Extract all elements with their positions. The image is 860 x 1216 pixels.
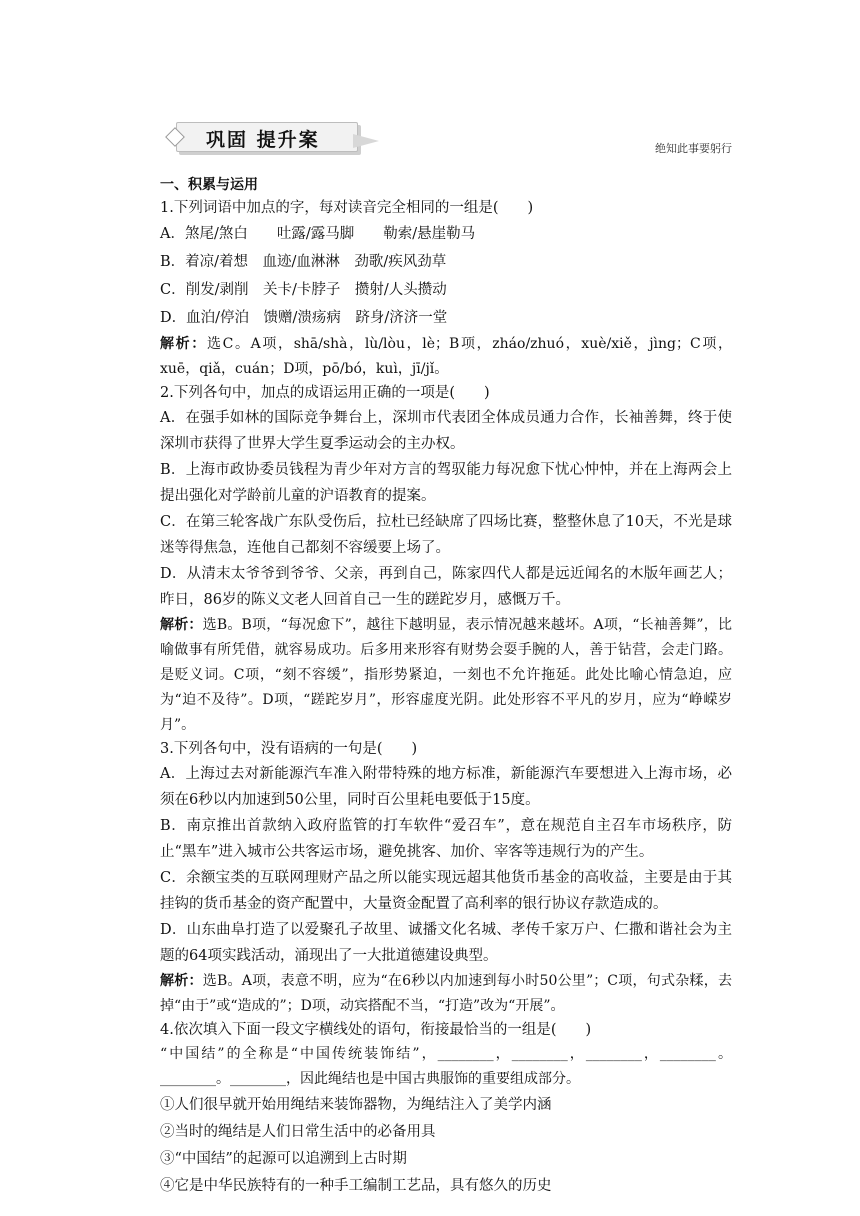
question-1 (160, 197, 732, 382)
list-item: ③“中国结”的起源可以追溯到上古时期 (160, 1151, 407, 1167)
explanation-label: 解析： (160, 973, 203, 989)
option-b: B．南京推出首款纳入政府监管的打车软件“爱召车”，意在规范自主召车市场秩序，防止“黑车”进入城市公共客运市场，避免挑客、加价、宰客等违规行为的产生。 (160, 818, 732, 860)
question-stem: 4.依次填入下面一段文字横线处的语句，衔接最恰当的一组是( ) (160, 1022, 592, 1038)
question-4 (160, 1019, 732, 1200)
option-c: C．在第三轮客战广东队受伤后，拉杜已经缺席了四场比赛，整整休息了10天，不光是球迷等得焦急，连他自己都刻不容缓要上场了。 (160, 514, 732, 556)
list-item: ①人们很早就开始用绳结来装饰器物，为绳结注入了美学内涵 (160, 1097, 552, 1113)
option-a: A．在强手如林的国际竞争舞台上，深圳市代表团全体成员通力合作，长袖善舞，终于使深圳市获得了世界大学生夏季运动会的主办权。 (160, 410, 732, 452)
option-c: C．削发/剥削 关卡/卡脖子 攒射/人头攒动 (160, 282, 447, 298)
question-2 (160, 382, 732, 738)
explanation-label: 解析： (160, 336, 207, 352)
explanation-text: 选B。B项，“每况愈下”，越往下越明显，表示情况越来越坏。A项，“长袖善舞”，比喻做事有所凭借，就容易成功。后多用来形容有财势会耍手腕的人，善于钻营，会走门路。是贬义词。C项，“刻不容缓”，指形势紧迫，一刻也不允许拖延。此处比喻心情急迫，应为“迫不及待”。D项，“蹉跎岁月”，形容虚度光阴。此处形容不平凡的岁月，应为“峥嵘岁月”。 (160, 617, 732, 733)
option-c: C．余额宝类的互联网理财产品之所以能实现远超其他货币基金的高收益，主要是由于其挂钩的货币基金的资产配置中，大量资金配置了高利率的银行协议存款造成的。 (160, 870, 732, 912)
option-b: B．上海市政协委员钱程为青少年对方言的驾驭能力每况愈下忧心忡忡，并在上海两会上提出强化对学龄前儿童的沪语教育的提案。 (160, 462, 732, 504)
question-stem: 3.下列各句中，没有语病的一句是( ) (160, 741, 418, 757)
explanation (160, 332, 732, 382)
option-a: A．煞尾/煞白 吐露/露马脚 勒索/悬崖勒马 (160, 226, 476, 242)
option-d: D．血泊/停泊 馈赠/溃疡病 跻身/济济一堂 (160, 310, 448, 326)
section-banner (168, 120, 388, 154)
section-heading: 一、积累与运用 (160, 177, 258, 193)
question-stem: 2.下列各句中，加点的成语运用正确的一项是( ) (160, 385, 490, 401)
document-body (160, 174, 732, 1200)
option-b: B．着凉/着想 血迹/血淋淋 劲歌/疾风劲草 (160, 254, 447, 270)
option-d: D．山东曲阜打造了以爱聚孔子故里、诚播文化名城、孝传千家万户、仁撒和谐社会为主题的64项实践活动，涌现出了一大批道德建设典型。 (160, 922, 732, 964)
explanation-text: 选B。A项，表意不明，应为“在6秒以内加速到每小时50公里”；C项，句式杂糅，去掉“由于”或“造成的”；D项，动宾搭配不当，“打造”改为“开展”。 (160, 973, 732, 1014)
option-d: D．从清末太爷爷到爷爷、父亲，再到自己，陈家四代人都是远近闻名的木版年画艺人；昨日，86岁的陈义文老人回首自己一生的蹉跎岁月，感慨万千。 (160, 566, 732, 608)
question-3 (160, 738, 732, 1019)
passage-with-blanks: “中国结”的全称是“中国传统装饰结”，________，________，________，________。________。________，因此绳结也是中国古典服饰的重要组成部分。 (160, 1046, 732, 1087)
list-item: ②当时的绳结是人们日常生活中的必备用具 (160, 1124, 436, 1140)
explanation-label: 解析： (160, 617, 203, 633)
explanation-text: 选C。A项，shā/shà，lù/lòu，lè；B项，zháo/zhuó，xuè/xiě，jìng；C项，xuē，qiǎ，cuán；D项，pō/bó，kuì，jī/jǐ。 (160, 336, 733, 377)
corner-note: 绝知此事要躬行 (655, 142, 732, 155)
list-item: ④它是中华民族特有的一种手工编制工艺品，具有悠久的历史 (160, 1178, 552, 1194)
banner-title: 巩固 提升案 (206, 129, 320, 151)
banner-arrow-icon (353, 134, 379, 148)
option-a: A．上海过去对新能源汽车准入附带特殊的地方标准，新能源汽车要想进入上海市场，必须在6秒以内加速到50公里，同时百公里耗电要低于15度。 (160, 766, 732, 808)
explanation (160, 969, 732, 1019)
question-stem: 1.下列词语中加点的字，每对读音完全相同的一组是( ) (160, 200, 534, 216)
explanation (160, 613, 732, 738)
